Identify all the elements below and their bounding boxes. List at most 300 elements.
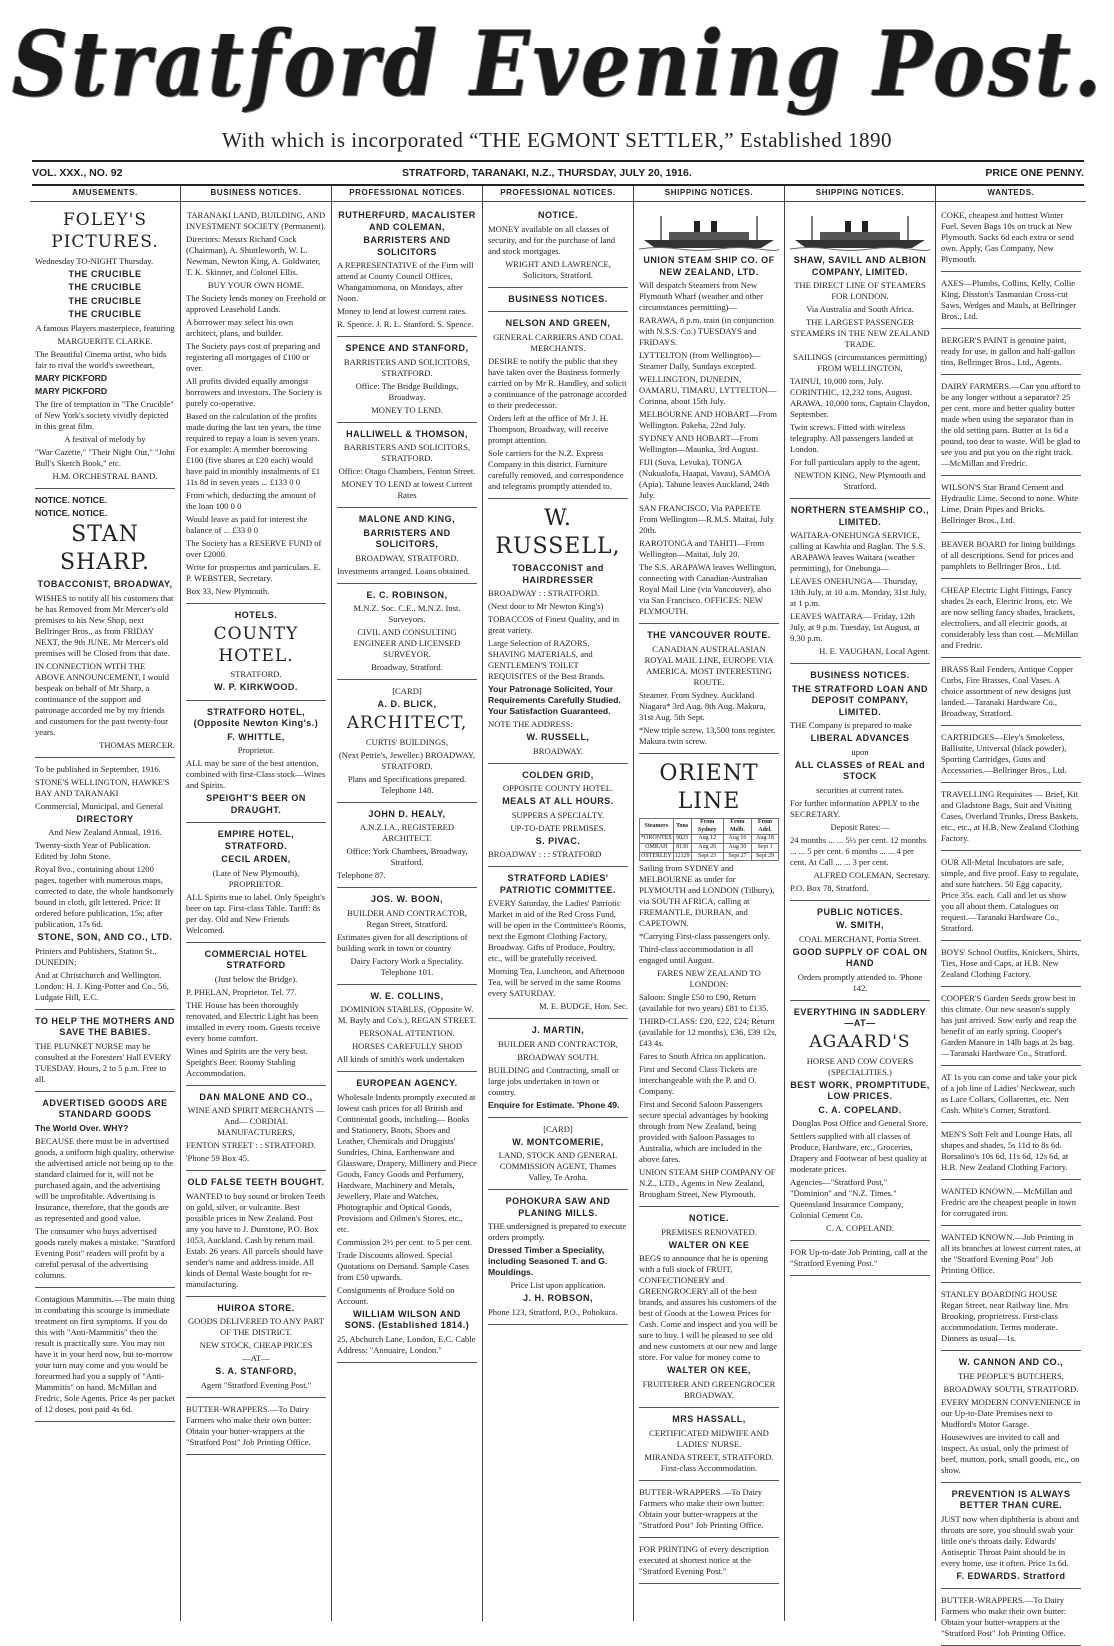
ad-text: Phone 123, Stratford, P.O., Pohokura. (488, 1306, 618, 1317)
advertisement (790, 1004, 930, 1241)
ad-text: (Late of New Plymouth), PROPRIETOR. (212, 867, 300, 889)
advertisement (337, 207, 477, 337)
ad-text: CARTRIDGES—Eley's Smokeless, Ballistite, Universal (black powder), Sporting Cartridges, Guns and Accessories.—Bellringer Bros., Ltd. (941, 732, 1067, 776)
column-4 (482, 186, 633, 1621)
ad-text: THOMAS MERCER. (99, 739, 175, 750)
ad-text: IN CONNECTION WITH THE ABOVE ANNOUNCEMENT, I would bespeak on behalf of Mr Sharp, a continuance of the support and patronage accorded me by my friends and customers for the past twenty-four years. (35, 660, 169, 737)
ad-text: MARY PICKFORD (35, 372, 108, 383)
ad-text: FRUITERER AND GREENGROCER BROADWAY. (642, 1379, 776, 1400)
ad-heading: COMMERCIAL HOTEL STRATFORD (204, 948, 308, 971)
ad-text: JUST now when diphtheria is about and throats are sore, you should swab your little one's throats daily. Edwards' Antiseptic Throat Paint should be in every home, use it often. Price 1s 6d. (941, 1513, 1079, 1568)
ad-text: MONEY TO LEND. (371, 404, 443, 415)
ad-text: BROADWAY : : : STRATFORD (488, 849, 602, 860)
ad-heading: F. WHITTLE, (227, 731, 285, 742)
ad-text: A festival of melody by (64, 433, 146, 444)
masthead-subtitle: With which is incorporated “THE EGMONT SETTLER,” Established 1890 (222, 128, 892, 152)
advertisement (941, 944, 1081, 987)
ad-text: Agencies—"Stratford Post," "Dominion" and "N.Z. Times." Queensland Insurance Company, Colonial Cement Co. (790, 1177, 904, 1221)
advertisement (337, 511, 477, 584)
ad-text: All profits divided equally amongst borrowers and investors. The Society is purely co-operative. (186, 376, 322, 409)
ad-heading: WILLIAM WILSON AND SONS. (Established 1814.) (344, 1308, 470, 1331)
ad-heading: STAN SHARP. (59, 521, 151, 575)
column-6 (784, 186, 935, 1621)
ad-text: SAN FRANCISCO, Via PAPEETE From Wellington—R.M.S. Maitai, July 20th. (639, 503, 774, 536)
advertisement (186, 1300, 326, 1398)
ad-text: MELBOURNE AND HOBART—From Wellington. Pakeha, 22nd July. (639, 409, 777, 431)
ad-heading: MRS HASSALL, (672, 1414, 746, 1424)
ad-text: TRAVELLING Requisites — Brief, Kit and Gladstone Bags, Suit and Visiting Cases, Overland Trunks, Dress Baskets, etc., etc., at H.B. New Zealand Clothing Factory. (941, 789, 1079, 844)
ad-text: LEAVES WAITARA— Friday, 12th July, at 9 p.m. Tuesday, 1st August, at 9.30 p.m. (790, 611, 920, 644)
ad-text: WRIGHT AND LAWRENCE, Solicitors, Stratford. (505, 258, 611, 280)
advertisement (941, 207, 1081, 272)
ad-heading: BARRISTERS AND SOLICITORS, (363, 527, 451, 550)
ad-heading: NORTHERN STEAMSHIP CO., LIMITED. (790, 505, 930, 527)
ad-text: BUTTER-WRAPPERS.—To Dairy Farmers who make their own butter: Obtain your butter-wrappers at the "Stratford Post" Job Printing Office. (639, 1486, 765, 1530)
ad-text: Box 33, New Plymouth. (186, 586, 270, 597)
ad-heading: BUSINESS NOTICES. (508, 293, 608, 304)
ad-text: GOODS DELIVERED TO ANY PART OF THE DISTRICT. (187, 1316, 325, 1338)
ad-text: Wines and Spirits are the very best. Speight's Beer. Roomy Stabling Accommodation. (186, 1045, 308, 1078)
advertisement (639, 1411, 779, 1481)
ad-text: WANTED to buy sound or broken Teeth on gold, silver, or vulcanite. Best possible prices in New Zealand. Post any you have to J. Dunstone, P.O. Box 1053, Auckland. Cash by return mail. Estab. 26 years. All parcels should have sender's name and address inside. All kinds of Dental Waste bought for re-manufacturing. (186, 1190, 326, 1289)
ad-text: SYDNEY AND HOBART—From Wellington—Maunka, 3rd August. (639, 433, 759, 455)
advertisement (337, 340, 477, 423)
ad-text: FARES NEW ZEALAND TO LONDON: (657, 968, 761, 990)
ad-text: STRATFORD. (230, 669, 282, 680)
advertisement (186, 704, 326, 824)
ad-text: Estimates given for all descriptions of building work in town or country (337, 931, 468, 953)
ad-text: DESIRE to notify the public that they have taken over the Business formerly carried on by Mr R. Handley, and solicit a continuance of the patronage accorded to their predecessor. (488, 355, 627, 410)
column-heading: BUSINESS NOTICES. (181, 186, 331, 202)
ad-text: 25, Abchurch Lane, London, E.C. Cable Address: "Annuaire, London." (337, 1333, 476, 1355)
ad-heading: TO HELP THE MOTHERS AND SAVE THE BABIES. (35, 1015, 175, 1038)
advertisement (35, 1291, 175, 1422)
column-heading: SHIPPING NOTICES. (785, 186, 935, 202)
ad-heading: AGAARD'S (809, 1032, 911, 1052)
column-7 (935, 186, 1086, 1639)
ad-text: WAITARA-ONEHUNGA SERVICE, calling at Kawhia and Raglan. The S.S. ARAPAWA leaves Waitara (weather permitting), for Onehunga— (790, 530, 926, 574)
ad-text: Deposit Rates:— (830, 821, 890, 832)
ad-text: Plans and Specifications prepared. Telephone 148. (347, 773, 467, 795)
ad-text: GENERAL CARRIERS AND COAL MERCHANTS. (493, 331, 623, 353)
advertisement (941, 1286, 1081, 1351)
ad-text: CIVIL AND CONSULTING ENGINEER AND LICENSED SURVEYOR. (353, 627, 461, 660)
ad-heading: THE VANCOUVER ROUTE. (647, 630, 771, 641)
advertisement (337, 1075, 477, 1363)
ad-text: For full particulars apply to the agent, (790, 457, 921, 468)
advertisement (941, 1486, 1081, 1590)
advertisement (941, 582, 1081, 658)
ad-text: Telephone 87. (337, 870, 386, 881)
advertisement (941, 1126, 1081, 1180)
ad-heading: SHAW, SAVILL AND ALBION COMPANY, LIMITED. (793, 255, 927, 277)
advertisement (790, 1244, 930, 1276)
ad-text: Office: The Bridge Buildings, Broadway. (355, 380, 459, 402)
ad-heading: BARRISTERS AND SOLICITORS (363, 235, 451, 257)
ad-heading: NOTICE. (537, 210, 578, 221)
ad-text: BUY YOUR OWN HOME. (207, 280, 305, 291)
ad-text: Enquire for Estimate. 'Phone 49. (488, 1099, 620, 1110)
ad-text: Steamer. From Sydney. Auckland Niagara* 3rd Aug. 8th Aug. Makura, 31st Aug. 5th Sept. (639, 689, 766, 722)
ad-heading: UNION STEAM SHIP CO. OF NEW ZEALAND, LTD. (643, 255, 775, 277)
advertisement (639, 1541, 779, 1584)
ad-text: NOTE THE ADDRESS: (488, 719, 573, 730)
ad-text: RARAWA, 8 p.m. train (in conjunction with N.S.S. Co.) TUESDAYS and FRIDAYS. (639, 315, 774, 348)
ad-heading: EMPIRE HOTEL, STRATFORD. (217, 829, 295, 851)
advertisement (941, 1229, 1081, 1283)
column-heading: SHIPPING NOTICES. (634, 186, 784, 202)
ad-text: FENTON STREET : : STRATFORD. (186, 1140, 316, 1151)
ad-heading: EVERYTHING IN SADDLERY —AT— (793, 1006, 927, 1029)
issue-price: PRICE ONE PENNY. (985, 167, 1084, 179)
ad-text: Write for prospectus and particulars. E. P. WEBSTER, Secretary. (186, 562, 321, 584)
ad-text: (Next door to Mr Newton King's) (488, 601, 604, 612)
ad-text: COAL MERCHANT, Portia Street. (799, 933, 921, 944)
ad-heading: NELSON AND GREEN, (505, 318, 611, 329)
ad-text: TOBACCOS of Finest Quality, and in great variety. (488, 614, 620, 636)
ad-text: Settlers supplied with all classes of Produce, Hardware, etc., Groceries, Drapery and Footwear of best quality at moderate prices. (790, 1131, 927, 1175)
advertisement (488, 870, 628, 1019)
ad-text: FIJI (Suva, Levuka), TONGA (Nukualofa, Haapai, Vavau), SAMOA (Apia). Tahune leaves Auckland, 24th July. (639, 457, 771, 501)
ad-text: Dressed Timber a Speciality, including Seasoned T. and G. Mouldings. (488, 1245, 608, 1278)
ad-text: Price List upon application. (510, 1280, 606, 1291)
ad-text: Wednesday TO-NIGHT Thursday. (35, 255, 154, 266)
ad-heading: W. MONTCOMERIE, (512, 1136, 604, 1147)
ad-text: Sole carriers for the N.Z. Express Company in this district. Furniture carefully removed, and correspondence and telegrams promptly attended to. (488, 447, 624, 491)
ad-heading: SPEIGHT'S BEER ON DRAUGHT. (206, 793, 306, 815)
ad-heading: W. RUSSELL, (495, 505, 621, 559)
ad-heading: J. MARTIN, (531, 1025, 585, 1036)
ad-heading: COLDEN GRID, (522, 769, 594, 780)
ad-text: TARANAKI LAND, BUILDING, AND INVESTMENT SOCIETY (Permanent). (186, 210, 326, 232)
ad-text: Based on the calculation of the profits made during the last ten years, the time required to repay a loan is seven years. For example: A member borrowing £100 (five shares at £20 each) would have paid in monthly instalments of £1 11s 8d in seven years ... £133 0 0 (186, 411, 322, 488)
ad-heading: THE CRUCIBLE (68, 295, 142, 306)
ad-text: Money to lend at lowest current rates. (337, 306, 468, 317)
ad-text: MONEY available on all classes of security, and for the purchase of land and stock mortgages. (488, 223, 616, 256)
ad-text: From which, deducting the amount of the loan 100 0 0 (186, 490, 316, 512)
advertisement (337, 426, 477, 509)
ad-heading: S. PIVAC. (535, 835, 581, 846)
ad-heading: THE STRATFORD LOAN AND DEPOSIT COMPANY, LIMITED. (792, 683, 928, 717)
ad-heading: E. C. ROBINSON, (366, 589, 448, 600)
advertisement (488, 1193, 628, 1325)
ad-heading: HALLIWELL & THOMSON, (346, 428, 468, 439)
ad-text: EVERY MODERN CONVENIENCE in our Up-to-Date Premises next to Mudford's Motor Garage. (941, 1396, 1081, 1429)
ad-text: Large Selection of RAZORS, SHAVING MATERIALS, and GENTLEMEN'S TOILET REQUISITES of the Best Brands. (488, 638, 606, 682)
ad-text: ALFRED COLEMAN, Secretary. (813, 869, 930, 880)
ad-heading: GOOD SUPPLY OF COAL ON HAND (792, 946, 928, 969)
ad-text: A.N.Z.I.A., REGISTERED ARCHITECT. (359, 822, 455, 844)
advertisement (337, 587, 477, 681)
ad-text: All kinds of smith's work undertaken (337, 1054, 465, 1065)
ad-text: PERSONAL ATTENTION. (359, 1028, 455, 1039)
ad-text: AT 1s you can come and take your pick of a job line of Ladies' Neckwear, such as Lace Collars, Collarettes, etc. Nett Cash. White's Corner, Stratford. (941, 1072, 1077, 1116)
ad-heading: HOTELS. (234, 610, 278, 621)
ad-heading: ORIENT LINE (659, 760, 759, 814)
advertisement (186, 1174, 326, 1297)
ad-text: WANTED KNOWN.—Job Printing in all its branches at lowest current rates, at the "Stratford Evening Post" Job Printing Office. (941, 1232, 1081, 1276)
advertisement (790, 502, 930, 664)
ad-text: The World Over. WHY? (35, 1122, 129, 1133)
ad-text: CANADIAN AUSTRALASIAN ROYAL MAIL LINE, EUROPE VIA AMERICA. MOST INTERESTING ROUTE. (644, 643, 774, 687)
ad-text: 24 months ... ... 5½ per cent. 12 months ... ... 5 per cent. 6 months ... ... 4 per cent. At Call ... ... 3 per cent. (790, 834, 927, 867)
ad-text: The fire of temptation in "The Crucible" of New York's society vividly depicted in this great film. (35, 398, 174, 431)
ad-text: Twenty-sixth Year of Publication. Edited by John Stone. (35, 840, 151, 862)
ad-text: Printers and Publishers, Station St., DUNEDIN; (35, 945, 157, 967)
ad-text: *New triple screw, 13,500 tons register. Makura twin screw. (639, 724, 776, 746)
ad-text: Office: Otago Chambers, Fenton Street. (338, 466, 476, 477)
ad-text: The Society pays cost of preparing and registering all mortgages of £100 or over. (186, 341, 321, 374)
ad-text: BUILDER AND CONTRACTOR, Regan Street, Stratford. (347, 907, 467, 929)
ad-text: HORSE AND COW COVERS (SPECIALITIES.) (806, 1055, 914, 1077)
advertisement (790, 207, 930, 499)
ad-text: FOR PRINTING of every description executed at shortest notice at the "Stratford Evening Post." (639, 1543, 769, 1576)
ad-text: Third-class accommodation is all engaged until August. (639, 944, 754, 966)
ad-text: "War Cazette," "Their Night Out," "John Bull's Sketch Book," etc. (35, 446, 175, 468)
ad-heading: OLD FALSE TEETH BOUGHT. (187, 1177, 325, 1188)
advertisement (186, 1401, 326, 1455)
ad-text: Dairy Factory Work a Speciality. Telephone 101. (350, 955, 464, 977)
ad-text: THE undersigned is prepared to execute orders promptly. (488, 1221, 627, 1243)
ad-text: Trade Discounts allowed. Special Quotations on Demand. Sample Cases from £50 upwards. (337, 1249, 469, 1282)
ad-text: BUILDING and Contracting, small or large jobs undertaken in town or country. (488, 1064, 620, 1097)
advertisement (186, 1089, 326, 1172)
ad-text: CURTIS' BUILDINGS, (365, 736, 449, 747)
advertisement (186, 946, 326, 1086)
ad-heading: J. H. ROBSON, (522, 1293, 593, 1304)
ad-heading: EUROPEAN AGENCY. (356, 1078, 458, 1089)
ad-text: PREMISES RENOVATED. (661, 1226, 757, 1237)
ad-text: (Next Petrie's, Jeweller.) BROADWAY, STRATFORD. (338, 749, 476, 771)
ad-text: The Society has a RESERVE FUND of over £2000. (186, 538, 322, 560)
column-3 (331, 186, 482, 1621)
ad-text: AXES—Plumbs, Collins, Kelly, Collie King, Disston's Tasmanian Cross-cut Saws, Wedges and Mauls, at Bellringer Bros., Ltd. (941, 278, 1076, 322)
advertisement (941, 378, 1081, 476)
ad-text: THIRD-CLASS: £20, £22, £24; Return (available for 12 months), £36, £39 12s, £43 4s. (639, 1016, 777, 1049)
advertisement (488, 1121, 628, 1191)
advertisement (790, 904, 930, 1001)
ad-text: NOTICE. NOTICE. (35, 507, 108, 518)
ad-text: BUILDER AND CONTRACTOR, (498, 1038, 618, 1049)
ad-heading: THE CRUCIBLE (68, 309, 142, 320)
ad-text: BROADWAY. (533, 745, 583, 756)
ad-text: BUTTER-WRAPPERS.—To Dairy Farmers who make their own butter: Obtain your butter-wrappers at the "Stratford Post" Job Printing Office. (941, 1595, 1067, 1639)
ad-text: M. E. BUDGE, Hon. Sec. (538, 1001, 628, 1012)
advertisement (639, 627, 779, 754)
ad-text: THE Company is prepared to make (790, 720, 912, 731)
ad-text: MARGUERITE CLARKE. (57, 335, 153, 346)
volume-number: VOL. XXX., NO. 92 (32, 167, 123, 179)
ad-text: CERTIFICATED MIDWIFE AND LADIES' NURSE. (649, 1427, 769, 1449)
advertisement (186, 207, 326, 604)
ad-text: LAND, STOCK AND GENERAL COMMISSION AGENT, Thames Valley, Te Aroha. (498, 1150, 618, 1183)
advertisement (941, 479, 1081, 533)
ad-text: STANLEY BOARDING HOUSE Regan Street, near Railway line, Mrs Brooking, proprietress. First-class accommodation. Terms moderate. Dinners as usual—1s. (941, 1289, 1069, 1344)
ad-heading: POHOKURA SAW AND PLANING MILLS. (505, 1196, 611, 1218)
ad-text: UP-TO-DATE PREMISES. (510, 822, 606, 833)
advertisement (488, 1022, 628, 1118)
advertisement (941, 854, 1081, 941)
ad-text: Wholesale Indents promptly executed at lowest cash prices for all British and Continental goods, including— Books and Stationery, Boots, Shoes and Leather, Chemicals and Druggists' Sundries, China, Earthenware and Glassware, Drapery, Millinery and Piece Goods, Fancy Goods and Perfumery, Hardware, Machinery and Metals, Jewellery, Plate and Watches, Photographic and Optical Goods, Provisions and Oilmen's Stores, etc., etc. (337, 1091, 477, 1234)
ad-text: Orders left at the office of Mr J. H. Thompson, Broadway, will receive prompt attention. (488, 412, 609, 445)
advertisement (35, 761, 175, 1010)
column-heading: PROFESSIONAL NOTICES. (483, 186, 633, 202)
advertisement (941, 332, 1081, 375)
ad-text: WELLINGTON, DUNEDIN, OAMARU, TIMARU, LYTTELTON—Corinna, about 15th July. (639, 374, 777, 407)
column-heading: WANTEDS. (936, 186, 1086, 202)
ad-text: BECAUSE there must be in advertised goods, a uniform high quality, otherwise the advertised article not being up to the standard claimed for it, will not be purchased again, and the advertising will be unprofitable. Advertising is Insurance, therefore, that the goods are as represented and good value. (35, 1135, 175, 1223)
ad-text: Douglas Post Office and General Store. (792, 1118, 928, 1129)
ad-text: TAINUI, 10,000 tons, July. CORINTHIC, 12,232 tons, August. ARAWA, 10,000 tons, Captain Claydon, September. (790, 376, 930, 420)
ad-heading: PREVENTION IS ALWAYS BETTER THAN CURE. (951, 1488, 1071, 1511)
ad-heading: W. RUSSELL, (526, 732, 590, 743)
ad-text: Commission 2½ per cent. to 5 per cent. (337, 1236, 473, 1247)
ad-text: COKE, cheapest and hottest Winter Fuel. Seven Bags 10s on truck at New Plymouth. Sacks 6d each extra or send own. Apply, Gas Company, New Plymouth. (941, 210, 1074, 265)
ad-text: STONE'S WELLINGTON, HAWKE'S BAY AND TARANAKI (35, 776, 170, 798)
ad-text: Would leave as paid for interest the balance of ... £33 0 0 (186, 514, 308, 536)
advertisement (941, 1069, 1081, 1123)
ad-text: A REPRESENTATIVE of the Firm will attend at County Council Offices, Whangamomona, on Mondays, after Noon. (337, 260, 474, 304)
ad-text: WILSON'S Star Brand Cement and Hydraulic Lime. Second to none. White Lime, Drain Pipes and Bricks. Bellringer Bros., Ltd. (941, 482, 1079, 526)
ad-text: And New Zealand Annual, 1916. (48, 827, 162, 838)
ad-text: BROADWAY SOUTH, STRATFORD. (943, 1383, 1079, 1394)
advertisement (337, 988, 477, 1073)
ad-text: Investments arranged. Loans obtained. (337, 565, 470, 576)
column-5 (633, 186, 784, 1621)
ad-text: DAIRY FARMERS.—Can you afford to be any longer without a separator? 25 per cent. more and better quality butter made when using the separator than in the old setting pans. Butter at 1s 6d a pound, too dear to waste. Will be glad to see you and put you on the right track.—McMillan and Fredric. (941, 381, 1081, 469)
ad-text: ALL may be sure of the best attention, combined with first-Class stock—Wines and Spirits. (186, 758, 326, 791)
ad-heading: NOTICE. (688, 1213, 729, 1224)
advertisement (639, 757, 779, 1208)
ad-text: For further information APPLY to the SECRETARY. (790, 797, 920, 819)
advertisement (941, 1592, 1081, 1646)
ad-heading: ARCHITECT, (346, 712, 468, 733)
ad-text: —AT— (242, 1353, 270, 1364)
ad-text: BROADWAY, STRATFORD. (355, 552, 459, 563)
ad-text: BEGS to announce that he is opening with a full stock of FRUIT, CONFECTIONERY and GREENGROCERY all of the best brands, and assures his customers of the best of Goods at the Lowest Prices for Cash. Come and inspect and you will be sure to buy. I will be pleased to see old and new customers at our new and large store. For value for money come to (639, 1253, 778, 1363)
ad-text: BARRISTERS AND SOLICITORS, STRATFORD. (343, 356, 471, 378)
ad-text: MARY PICKFORD (35, 385, 108, 396)
ad-text: NEWTON KING, New Plymouth and Stratford. (794, 470, 926, 492)
ad-text: NEW STOCK, CHEAP PRICES (199, 1340, 313, 1351)
ad-text: Royal 8vo., containing about 1200 pages, together with numerous maps, corrected to date, the whole handsomely bound in cloth, gilt lettered. Price: If ordered before publication, 15s; after publication, 17s 6d. (35, 864, 174, 930)
ad-heading: W. E. COLLINS, (370, 990, 444, 1001)
ad-text: [CARD] (392, 686, 422, 697)
ad-heading: BUSINESS NOTICES. (810, 670, 910, 681)
ad-heading: W. P. KIRKWOOD. (214, 682, 298, 693)
ad-text: BROADWAY SOUTH. (517, 1051, 599, 1062)
ad-text: THE DIRECT LINE OF STEAMERS FOR LONDON. (794, 280, 926, 302)
ad-text: SUPPERS A SPECIALTY. (511, 809, 605, 820)
ad-text: (Just below the Bridge). (214, 973, 298, 984)
ad-text: Via Australia and South Africa. (806, 304, 914, 315)
ad-heading: HUIROA STORE. (217, 1302, 295, 1313)
ad-text: M.N.Z. Soc. C.E., M.N.Z. Inst. Surveyors. (353, 603, 461, 625)
advertisement (941, 990, 1081, 1066)
ad-text: THE PEOPLE'S BUTCHERS, (958, 1370, 1064, 1381)
ad-heading: W. SMITH, (836, 920, 884, 931)
advertisement (35, 492, 175, 758)
ad-text: CHEAP Electric Light Fittings, Fancy shades 2s each, Electric Irons, etc. We are now selling fancy shades, brackets, electroliers, and all electric goods, at considerably less than cost.—McMillan and Fredric. (941, 585, 1078, 651)
ad-text: Directors: Messrs Richard Cock (Chairman), A. Shuttleworth, W. L. Newman, Newton King, A. Goldwater, T. K. Skinner, and Colonel Ellis. (186, 234, 321, 278)
orient-sailing-table: Steamers Tons From Sydney From Melb. From Adel. *ORONTES 9023 Aug 12 Aug 16 Aug 18 OMRAH 8130 Aug 26 Aug 30 Sept 1 OSTERLEY 12129 Sept 23 Sept 27 Sept 29 (639, 818, 779, 861)
ad-text: Commercial, Municipal, and General (35, 800, 164, 811)
ad-text: BERGER'S PAINT is genuine paint, ready for use, in gallon and half-gallon tins, Bellringer Bros., Ltd., Agents. (941, 335, 1075, 368)
ad-text: Broadway, Stratford. (371, 662, 443, 673)
ad-text: MONEY TO LEND at lowest Current Rates (341, 479, 473, 501)
ad-text: DOMINION STABLES, (Opposite W. M. Bayly and Co's.), REGAN STREET. (337, 1004, 477, 1026)
ad-heading: LIBERAL ADVANCES (810, 733, 910, 744)
ad-text: A borrower may select his own architect, plans, and builder. (186, 317, 294, 339)
ad-text: [CARD] (543, 1123, 573, 1134)
column-heading: AMUSEMENTS. (30, 186, 180, 202)
ad-text: And at Christchurch and Wellington. London: H. J. King-Potter and Co., 56, Ludgate Hill, E.C. (35, 969, 169, 1002)
advertisement (941, 1354, 1081, 1483)
ad-text: THE LARGEST PASSENGER STEAMERS IN THE NEW ZEALAND TRADE. (790, 317, 930, 350)
advertisement (337, 683, 477, 802)
ad-text: BEAVER BOARD for lining buildings of all descriptions. Send for prices and pamphlets to Bellringer Bros., Ltd. (941, 539, 1076, 572)
ad-heading: ALL CLASSES of REAL and STOCK (794, 759, 926, 782)
ad-text: The Society lends money on Freehold or approved Leasehold Lands. (186, 293, 326, 315)
ad-text: Twin screws. Fitted with wireless telegraphy. All passengers landed at London. (790, 422, 914, 455)
ad-heading: WALTER ON KEE (668, 1239, 750, 1250)
ad-heading: MEALS AT ALL HOURS. (502, 796, 614, 807)
ad-text: First and Second Saloon Passengers secure special advantages by booking through from New Zealand, being provided with Saloon Passages to Australia, which are included in the above fares. (639, 1099, 769, 1165)
ad-text: EVERY Saturday, the Ladies' Patriotic Market in aid of the Red Cross Fund, will be open in the Committee's Rooms, next the Egmont Clothing Factory, Broadway. Gifts of Produce, Poultry, etc., will be gratefully received. (488, 898, 626, 964)
ad-text: UNION STEAM SHIP COMPANY OF N.Z., LTD., Agents in New Zealand, Brougham Street, New Plymouth. (639, 1167, 776, 1200)
ad-text: OPPOSITE COUNTY HOTEL. (502, 783, 614, 794)
advertisement (488, 315, 628, 499)
columns-area (30, 186, 1086, 1639)
ad-text: NOTICE. NOTICE. (35, 494, 108, 505)
ad-text: Morning Tea, Luncheon, and Afternoon Tea, will be served in the same Rooms every SATURDAY. (488, 966, 625, 999)
advertisement (941, 275, 1081, 329)
ad-text: A famous Players masterpiece, featuring (35, 322, 175, 333)
advertisement (639, 1484, 779, 1538)
ad-text: To be published in September, 1916. (35, 763, 161, 774)
ad-heading: CECIL ARDEN, (221, 854, 291, 865)
ad-heading: WALTER ON KEE, (667, 1365, 751, 1376)
steamship-illustration (790, 212, 930, 252)
advertisement (186, 826, 326, 943)
ad-text: WINE AND SPIRIT MERCHANTS —And— CORDIAL MANUFACTURERS, (187, 1105, 325, 1138)
advertisement (488, 767, 628, 868)
advertisement (941, 661, 1081, 726)
advertisement (35, 207, 175, 489)
ad-text: H. E. VAUGHAN, Local Agent. (819, 646, 930, 657)
ad-text: securities at current rates. (816, 784, 904, 795)
ad-text: Orders promptly attended to. 'Phone 142. (797, 971, 923, 993)
ad-text: First and Second Class Tickets are interchangeable with the P. and O. Company. (639, 1064, 758, 1097)
ad-heading: SPENCE AND STANFORD, (345, 343, 469, 354)
ad-heading: PUBLIC NOTICES. (816, 906, 903, 917)
ad-heading: DAN MALONE AND CO., (199, 1091, 313, 1102)
ad-text: OUR All-Metal Incubators are safe, simple, and five proof. Easy to regulate, and sure hatchers. 50 Egg capacity, Price 35s. each. Call and let us show you all about them. Catalogues on request.—Taranaki Hardware Co., Stratford. (941, 857, 1079, 934)
ad-heading: F. EDWARDS. Stratford (956, 1570, 1066, 1581)
masthead (11, 8, 1105, 120)
advertisement (941, 1183, 1081, 1226)
ad-text: Consignments of Produce Sold on Account. (337, 1284, 455, 1306)
ad-text: MEN'S Soft Felt and Lounge Hats, all shapes and shades, 5s 11d to 8s 6d. Borsalino's 10s 6d, 11s 6d, 12s 6d, at H.B. New Zealand Clothing Factory. (941, 1129, 1073, 1173)
ad-heading: DIRECTORY (76, 813, 134, 824)
advertisement (790, 667, 930, 901)
ad-text: The Beautiful Cinema artist, who bids fair to rival the world's sweetheart, (35, 348, 167, 370)
ad-text: The consumer who buys advertised goods rarely makes a mistake. "Stratford Evening Post" readers will profit by a careful perusal of the advertising columns. (35, 1225, 176, 1280)
ad-text: P.O. Box 78, Stratford. (790, 882, 869, 893)
ad-text: COOPER'S Garden Seeds grow best in this climate. Our new season's supply has just arrived. Sow early and reap the benefit of an early spring. Cooper's Garden Manure in 14lb bags at 2s bag.—Taranaki Hardware Co., Stratford. (941, 993, 1077, 1059)
ad-text: 'Phone 59 Box 45. (186, 1153, 250, 1164)
advertisement (488, 207, 628, 288)
